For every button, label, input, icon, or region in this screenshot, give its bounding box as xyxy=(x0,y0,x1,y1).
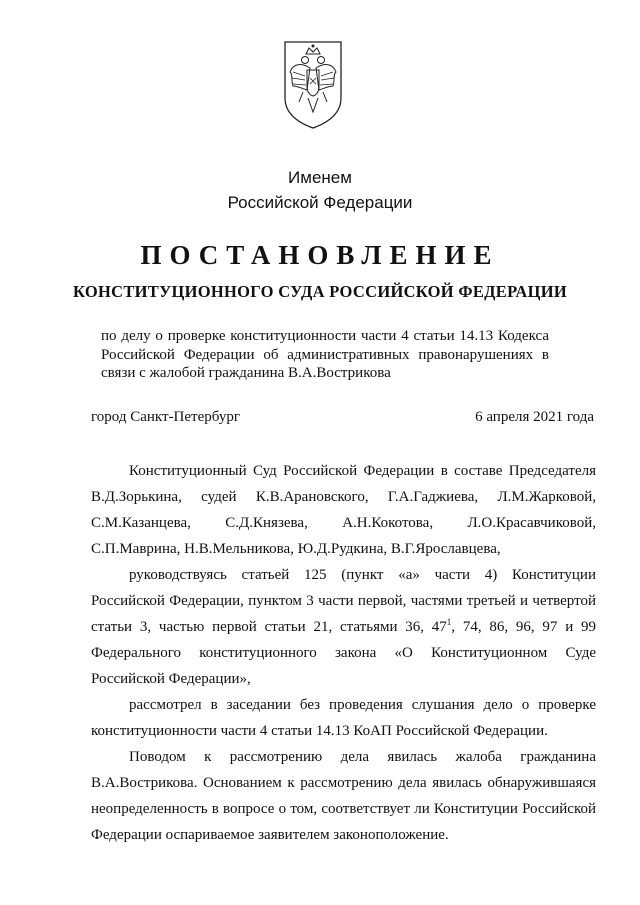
header-line-1: Именем xyxy=(288,168,352,187)
header-line-2: Российской Федерации xyxy=(227,193,413,212)
legal-basis-text-start: руководствуясь статьей 125 (пункт «а» части 4) Конституции Российской Федерации, пунктом 3 части первой, частями третьей и четвертой статьи 3, частью первой статьи 21, статьями 36, 47 xyxy=(91,567,596,635)
place-line: город Санкт-Петербург xyxy=(91,409,240,425)
paragraph-legal-basis xyxy=(91,562,596,692)
coat-of-arms-icon xyxy=(281,40,345,130)
date-line: 6 апреля 2021 года xyxy=(475,409,594,425)
paragraph-considered: рассмотрел в заседании без проведения слушания дело о проверке конституционности части 4 статьи 14.13 КоАП Российской Федерации. xyxy=(91,697,596,739)
paragraph-composition: Конституционный Суд Российской Федерации в составе Председателя В.Д.Зорькина, судей К.В.Арановского, Г.А.Гаджиева, Л.М.Жарковой, С.М.Казанцева, С.Д.Князева, А.Н.Кокотова, Л.О.Красавчиковой, С.П.Маврина, Н.В.Мельникова, Ю.Д.Рудкина, В.Г.Ярославцева, xyxy=(91,463,596,557)
legal-basis-text-end: , 74, 86, 96, 97 и 99 Федерального конституционного закона «О Конституционном Суде Российской Федерации», xyxy=(91,619,596,687)
body-text xyxy=(91,458,596,848)
document-subtitle: КОНСТИТУЦИОННОГО СУДА РОССИЙСКОЙ ФЕДЕРАЦИИ xyxy=(73,282,567,301)
paragraph-grounds: Поводом к рассмотрению дела явилась жалоба гражданина В.А.Вострикова. Основанием к рассмотрению дела явилась обнаружившаяся неопределенность в вопросе о том, соответствует ли Конституции Российской Федерации оспариваемое заявителем законоположение. xyxy=(91,749,596,843)
document-title: ПОСТАНОВЛЕНИЕ xyxy=(140,240,500,270)
superscript-index: 1 xyxy=(446,617,452,627)
case-description: по делу о проверке конституционности части 4 статьи 14.13 Кодекса Российской Федерации об административных правонарушениях в связи с жалобой гражданина В.А.Вострикова xyxy=(101,328,549,381)
